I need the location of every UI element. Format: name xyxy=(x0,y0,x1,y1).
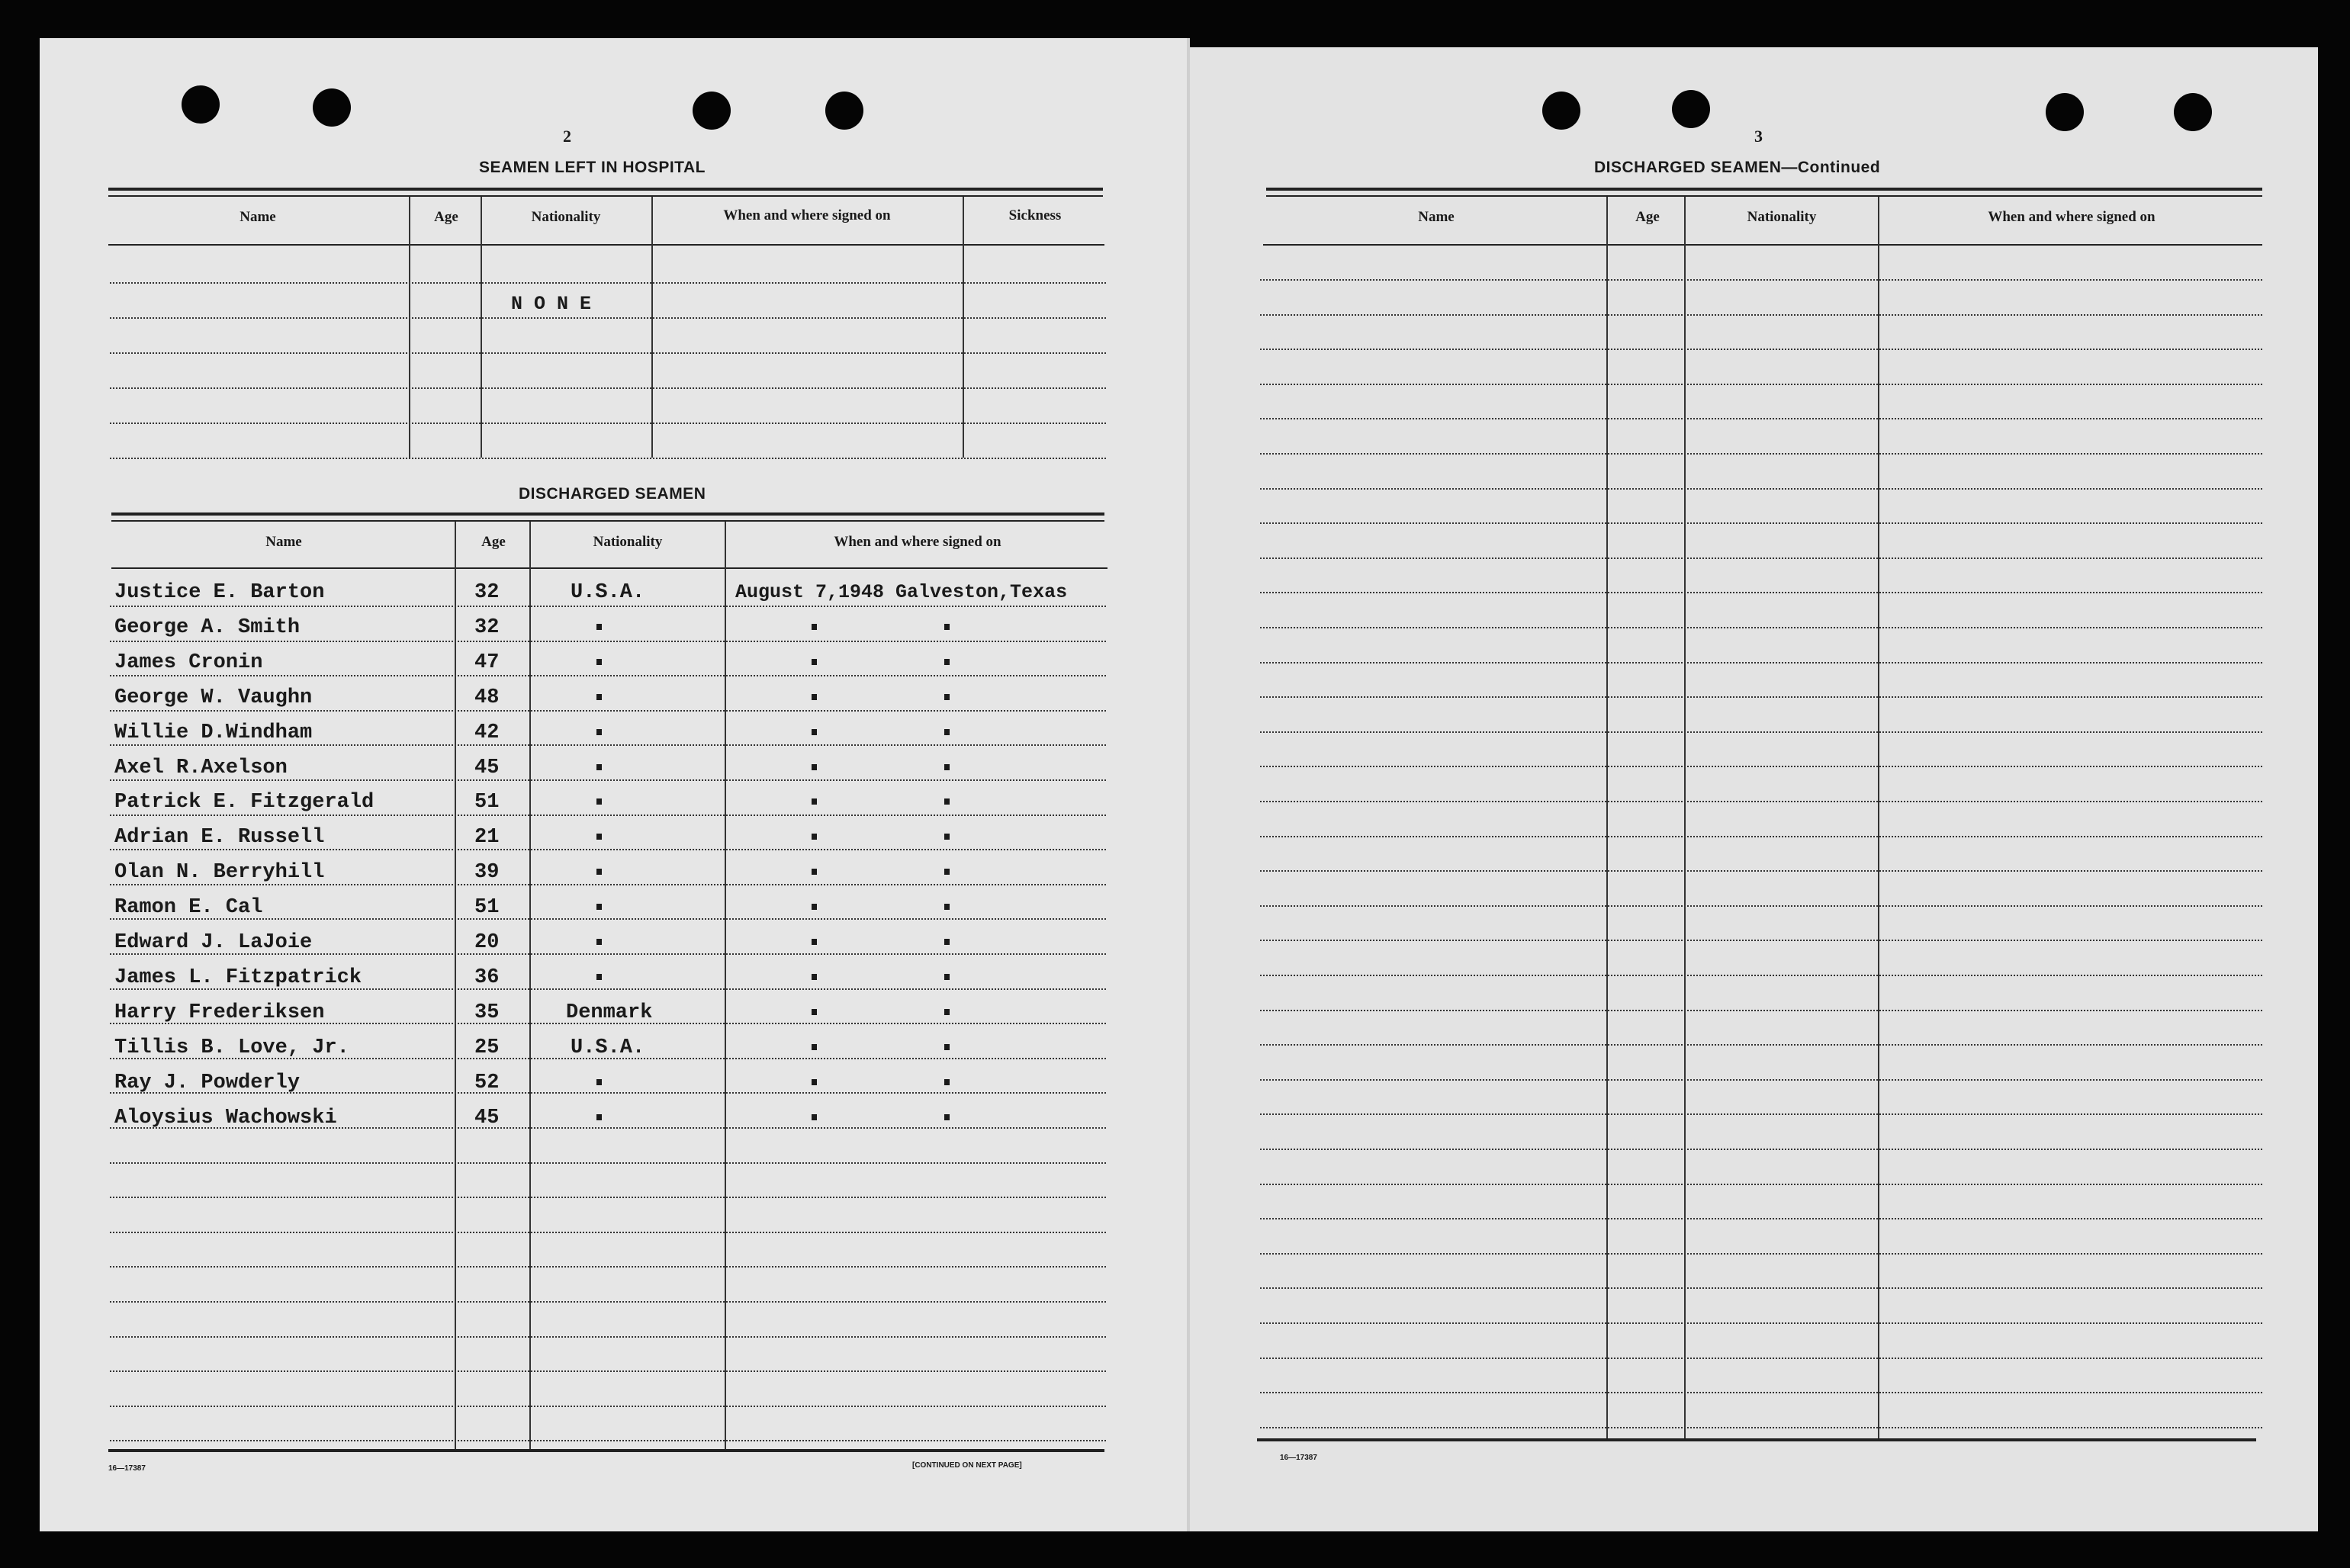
column-header: When and where signed on xyxy=(834,534,1001,550)
table-rule xyxy=(108,1449,1104,1452)
ruled-line xyxy=(110,675,1106,676)
ditto-mark xyxy=(812,1079,817,1085)
column-header: Nationality xyxy=(1747,209,1817,225)
ditto-mark xyxy=(812,1009,817,1015)
table-rule xyxy=(111,520,1104,522)
ditto-mark xyxy=(944,729,950,735)
ditto-mark xyxy=(812,1114,817,1120)
punch-hole xyxy=(2046,93,2084,131)
page-number: 2 xyxy=(563,127,571,146)
column-header: Name xyxy=(265,534,302,550)
table-rule xyxy=(111,567,1107,569)
ruled-line xyxy=(1260,1427,2262,1428)
left-page xyxy=(40,38,1189,1531)
seaman-age: 47 xyxy=(474,651,500,674)
ditto-mark xyxy=(812,624,817,630)
ditto-mark xyxy=(944,694,950,700)
ditto-mark xyxy=(944,1079,950,1085)
table-rule xyxy=(111,512,1104,516)
ruled-line xyxy=(1260,453,2262,455)
punch-hole xyxy=(1672,90,1710,128)
seaman-name: Aloysius Wachowski xyxy=(114,1106,337,1129)
punch-hole xyxy=(313,88,351,127)
ditto-mark xyxy=(812,974,817,980)
ditto-mark xyxy=(812,659,817,665)
ruled-line xyxy=(110,352,1106,354)
continued-note: [CONTINUED ON NEXT PAGE] xyxy=(912,1461,1022,1470)
table-rule xyxy=(1263,244,2262,246)
ruled-line xyxy=(110,423,1106,424)
ditto-mark xyxy=(596,624,602,630)
signed-on: August 7,1948 Galveston,Texas xyxy=(735,581,1068,603)
seaman-age: 45 xyxy=(474,1106,500,1129)
ditto-mark xyxy=(812,798,817,805)
seaman-nationality: Denmark xyxy=(566,1001,653,1024)
ruled-line xyxy=(110,282,1106,284)
seaman-age: 21 xyxy=(474,826,500,850)
seaman-name: Harry Frederiksen xyxy=(114,1001,325,1024)
seaman-name: Ramon E. Cal xyxy=(114,896,263,920)
ruled-line xyxy=(110,317,1106,319)
seaman-nationality: U.S.A. xyxy=(571,581,645,604)
punch-hole xyxy=(1542,92,1580,130)
ruled-line xyxy=(110,1162,1106,1164)
punch-hole xyxy=(182,85,220,124)
discharged-continued-title xyxy=(1594,159,1880,177)
seaman-age: 51 xyxy=(474,791,500,815)
column-divider xyxy=(481,197,482,458)
ditto-mark xyxy=(944,1044,950,1050)
ditto-mark xyxy=(812,904,817,910)
ditto-mark xyxy=(944,1114,950,1120)
ruled-line xyxy=(1260,1149,2262,1150)
ditto-mark xyxy=(944,624,950,630)
ruled-line xyxy=(110,849,1106,850)
ditto-mark xyxy=(596,869,602,875)
ruled-line xyxy=(1260,1184,2262,1185)
page-fold xyxy=(1187,38,1190,1531)
seaman-name: George W. Vaughn xyxy=(114,686,313,709)
ditto-mark xyxy=(596,904,602,910)
ruled-line xyxy=(1260,557,2262,559)
ruled-line xyxy=(1260,384,2262,385)
ruled-line xyxy=(1260,870,2262,872)
ruled-line xyxy=(110,387,1106,389)
seaman-age: 48 xyxy=(474,686,500,709)
seaman-age: 42 xyxy=(474,721,500,744)
ruled-line xyxy=(110,744,1106,746)
ruled-line xyxy=(110,1406,1106,1407)
ruled-line xyxy=(1260,1287,2262,1289)
ditto-mark xyxy=(944,1009,950,1015)
table-rule xyxy=(108,244,1104,246)
seaman-age: 32 xyxy=(474,581,500,604)
ruled-line xyxy=(1260,279,2262,281)
ruled-line xyxy=(1260,1113,2262,1115)
ditto-mark xyxy=(596,939,602,945)
ditto-mark xyxy=(812,869,817,875)
ruled-line xyxy=(110,710,1106,712)
ruled-line xyxy=(110,1336,1106,1338)
seaman-nationality: U.S.A. xyxy=(571,1036,645,1059)
seaman-age: 51 xyxy=(474,896,500,920)
seaman-age: 36 xyxy=(474,966,500,989)
ruled-line xyxy=(1260,522,2262,524)
seaman-age: 20 xyxy=(474,931,500,954)
seaman-name: George A. Smith xyxy=(114,615,301,639)
ruled-line xyxy=(110,458,1106,459)
column-header: Name xyxy=(1418,209,1455,225)
ditto-mark xyxy=(944,939,950,945)
ruled-line xyxy=(110,1301,1106,1303)
ditto-mark xyxy=(944,904,950,910)
ruled-line xyxy=(110,606,1106,607)
ditto-mark xyxy=(944,974,950,980)
ditto-mark xyxy=(812,1044,817,1050)
punch-hole xyxy=(693,92,731,130)
seaman-name: Edward J. LaJoie xyxy=(114,931,313,954)
ruled-line xyxy=(1260,592,2262,593)
ruled-line xyxy=(1260,940,2262,941)
ruled-line xyxy=(1260,836,2262,837)
ditto-mark xyxy=(944,834,950,840)
table-rule xyxy=(108,188,1103,191)
ruled-line xyxy=(1260,418,2262,419)
ruled-line xyxy=(1260,1253,2262,1255)
ruled-line xyxy=(110,779,1106,781)
form-number: 16—17387 xyxy=(1280,1454,1317,1462)
ditto-mark xyxy=(812,939,817,945)
ruled-line xyxy=(1260,1044,2262,1046)
ditto-mark xyxy=(596,798,602,805)
table-rule xyxy=(1257,1438,2256,1441)
column-header: When and where signed on xyxy=(723,207,891,223)
seaman-name: Patrick E. Fitzgerald xyxy=(114,791,375,815)
column-header: Sickness xyxy=(1008,207,1062,223)
ruled-line xyxy=(1260,314,2262,316)
hospital-section-title: SEAMEN LEFT IN HOSPITAL xyxy=(479,159,706,176)
seaman-age: 39 xyxy=(474,861,500,885)
ruled-line xyxy=(1260,349,2262,350)
column-divider xyxy=(963,197,964,458)
ditto-mark xyxy=(596,834,602,840)
seaman-age: 35 xyxy=(474,1001,500,1024)
ruled-line xyxy=(1260,696,2262,698)
column-header: When and where signed on xyxy=(1988,209,2156,225)
ditto-mark xyxy=(596,729,602,735)
ditto-mark xyxy=(812,729,817,735)
table-rule xyxy=(1266,188,2262,191)
ditto-mark xyxy=(596,694,602,700)
ruled-line xyxy=(1260,627,2262,628)
ruled-line xyxy=(1260,488,2262,490)
column-header: Nationality xyxy=(531,209,601,225)
ruled-line xyxy=(110,1197,1106,1198)
ruled-line xyxy=(110,815,1106,816)
column-header: Name xyxy=(240,209,276,225)
column-divider xyxy=(725,522,726,1451)
seaman-name: Tillis B. Love, Jr. xyxy=(114,1036,349,1059)
ditto-mark xyxy=(596,1114,602,1120)
column-header: Nationality xyxy=(593,534,663,550)
column-header: Age xyxy=(434,209,458,225)
column-header: Age xyxy=(1635,209,1660,225)
column-divider xyxy=(409,197,410,458)
seaman-name: Ray J. Powderly xyxy=(114,1071,301,1094)
ruled-line xyxy=(110,1266,1106,1268)
table-rule xyxy=(1266,195,2262,197)
ruled-line xyxy=(1260,1010,2262,1011)
ditto-mark xyxy=(944,798,950,805)
ditto-mark xyxy=(596,764,602,770)
seaman-age: 45 xyxy=(474,756,500,779)
ruled-line xyxy=(1260,1358,2262,1359)
punch-hole xyxy=(2174,93,2212,131)
ditto-mark xyxy=(812,764,817,770)
title-suffix: —Continued xyxy=(1781,159,1881,176)
ditto-mark xyxy=(596,974,602,980)
ruled-line xyxy=(1260,1322,2262,1324)
ruled-line xyxy=(1260,662,2262,664)
ruled-line xyxy=(1260,1392,2262,1393)
ditto-mark xyxy=(596,659,602,665)
discharged-section-title: DISCHARGED SEAMEN xyxy=(519,485,706,503)
ruled-line xyxy=(1260,731,2262,733)
ruled-line xyxy=(1260,766,2262,767)
ditto-mark xyxy=(944,869,950,875)
seaman-name: Willie D.Windham xyxy=(114,721,313,744)
title-text: DISCHARGED SEAMEN xyxy=(1594,159,1782,176)
ruled-line xyxy=(1260,975,2262,976)
punch-hole xyxy=(825,92,863,130)
seaman-name: James L. Fitzpatrick xyxy=(114,966,362,989)
seaman-name: Adrian E. Russell xyxy=(114,826,325,850)
page-number: 3 xyxy=(1754,127,1763,146)
seaman-name: Axel R.Axelson xyxy=(114,756,288,779)
table-rule xyxy=(108,195,1103,197)
column-divider xyxy=(455,522,456,1451)
right-page xyxy=(1189,47,2318,1531)
seaman-age: 25 xyxy=(474,1036,500,1059)
ditto-mark xyxy=(944,764,950,770)
ruled-line xyxy=(110,1232,1106,1233)
column-header: Age xyxy=(481,534,506,550)
seaman-age: 32 xyxy=(474,615,500,639)
hospital-entry: N O N E xyxy=(511,293,592,315)
column-divider xyxy=(529,522,531,1451)
ruled-line xyxy=(1260,801,2262,802)
seaman-name: Justice E. Barton xyxy=(114,581,325,604)
ruled-line xyxy=(1260,905,2262,907)
ruled-line xyxy=(1260,1079,2262,1081)
ditto-mark xyxy=(812,834,817,840)
ditto-mark xyxy=(812,694,817,700)
ditto-mark xyxy=(944,659,950,665)
ruled-line xyxy=(110,1440,1106,1441)
ruled-line xyxy=(110,1370,1106,1372)
column-divider xyxy=(651,197,653,458)
ruled-line xyxy=(110,641,1106,642)
seaman-name: James Cronin xyxy=(114,651,263,674)
ruled-line xyxy=(1260,1218,2262,1219)
seaman-name: Olan N. Berryhill xyxy=(114,861,325,885)
form-number: 16—17387 xyxy=(108,1464,146,1473)
ditto-mark xyxy=(596,1079,602,1085)
seaman-age: 52 xyxy=(474,1071,500,1094)
